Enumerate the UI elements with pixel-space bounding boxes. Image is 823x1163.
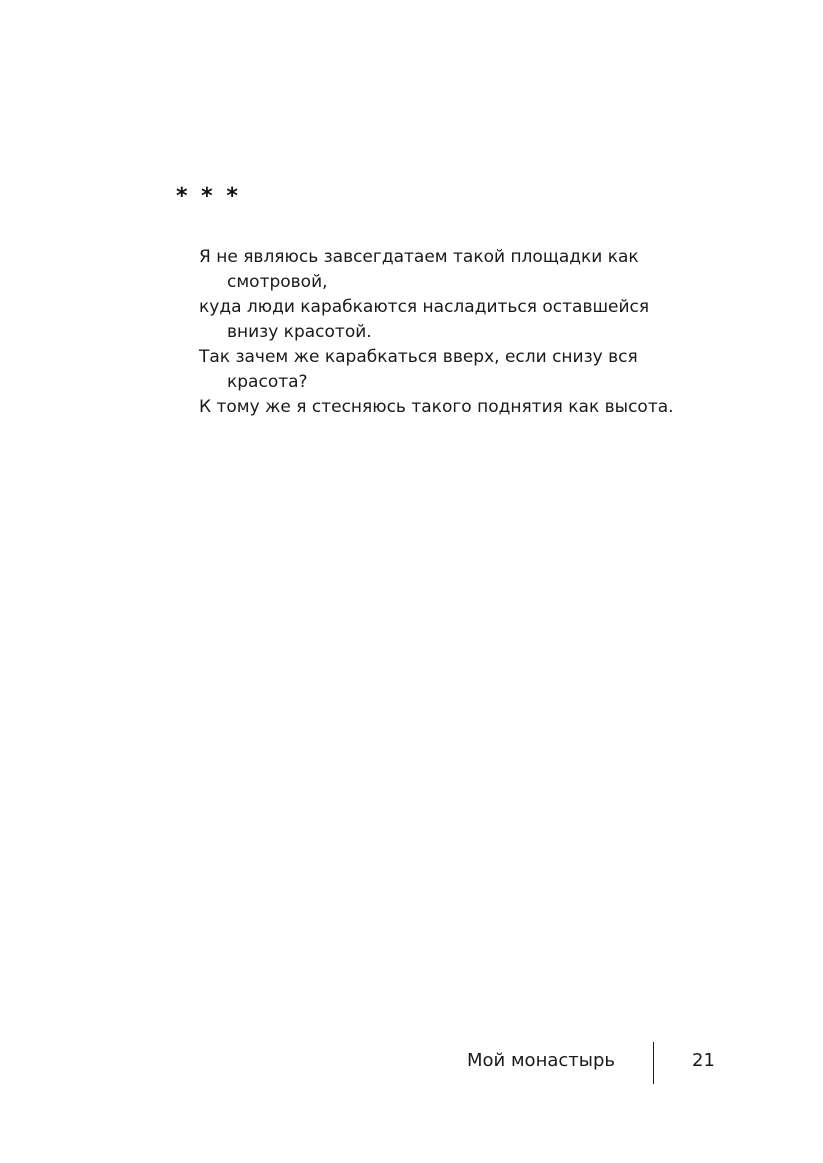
poem-line: К тому же я стесняюсь такого поднятия как высота. xyxy=(199,397,674,417)
poem-line-continuation: смотровой, xyxy=(227,272,328,292)
running-footer-title: Мой монастырь xyxy=(467,1050,615,1071)
poem-line: Так зачем же карабкаться вверх, если снизу вся xyxy=(199,347,638,367)
page-number: 21 xyxy=(692,1050,715,1071)
section-separator: * * * xyxy=(176,184,241,209)
poem-line-continuation: красота? xyxy=(227,372,308,392)
poem-line: куда люди карабкаются насладиться оставшейся xyxy=(199,297,650,317)
poem-line-continuation: внизу красотой. xyxy=(227,322,372,342)
poem xyxy=(199,245,674,420)
footer-divider xyxy=(653,1042,654,1084)
poem-line: Я не являюсь завсегдатаем такой площадки как xyxy=(199,247,639,267)
